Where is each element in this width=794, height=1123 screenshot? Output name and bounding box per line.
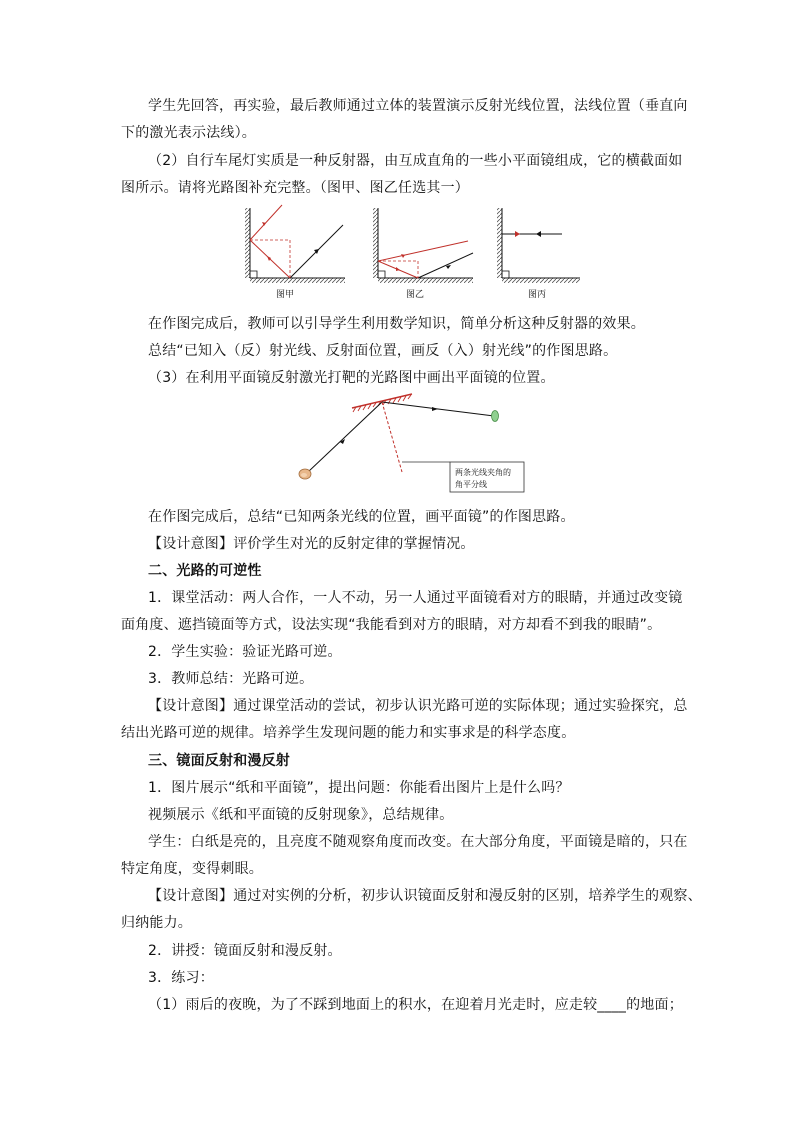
paragraph-text: 【设计意图】通过课堂活动的尝试，初步认识光路可逆的实际体现；通过实验探究，总 xyxy=(148,698,688,714)
paragraph-text: 面角度、遮挡镜面等方式，设法实现“我能看到对方的眼睛，对方却看不到我的眼睛”。 xyxy=(121,617,662,633)
callout-text: 两条光线夹角的 xyxy=(455,468,511,477)
paragraph-text: 图所示。请将光路图补充完整。（图甲、图乙任选其一） xyxy=(121,180,469,196)
paragraph-text: 在作图完成后，总结“已知两条光线的位置，画平面镜”的作图思路。 xyxy=(148,509,575,525)
paragraph-text: 2．讲授：镜面反射和漫反射。 xyxy=(148,943,342,959)
callout-text: 角平分线 xyxy=(455,480,487,489)
paragraph-text: 下的激光表示法线）。 xyxy=(121,125,256,141)
figure-bing xyxy=(492,203,587,303)
section-heading: 三、镜面反射和漫反射 xyxy=(148,753,290,769)
paragraph-text: 1．课堂活动：两人合作，一人不动，另一人通过平面镜看对方的眼睛，并通过改变镜 xyxy=(148,590,683,606)
figure-caption: 图丙 xyxy=(528,290,547,300)
paragraph-text: （3）在利用平面镜反射激光打靶的光路图中画出平面镜的位置。 xyxy=(148,370,555,386)
paragraph-text: 【设计意图】评价学生对光的反射定律的掌握情况。 xyxy=(148,536,475,552)
paragraph-text: （1）雨后的夜晚，为了不踩到地面上的积水，在迎着月光走时，应走较____的地面； xyxy=(148,997,683,1013)
paragraph-text: 学生先回答，再实验，最后教师通过立体的装置演示反射光线位置，法线位置（垂直向 xyxy=(148,98,688,114)
figure-jia xyxy=(240,203,350,303)
paragraph-text: 3．练习： xyxy=(148,970,214,986)
paragraph-text: 【设计意图】通过对实例的分析，初步认识镜面反射和漫反射的区别，培养学生的观察、 xyxy=(148,888,702,904)
paragraph-text: 2．学生实验：验证光路可逆。 xyxy=(148,644,342,660)
paragraph-text: （2）自行车尾灯实质是一种反射器，由互成直角的一些小平面镜组成，它的横截面如 xyxy=(148,153,683,169)
paragraph-text: 特定角度，变得刺眼。 xyxy=(121,861,263,877)
paragraph-text: 在作图完成后，教师可以引导学生利用数学知识，简单分析这种反射器的效果。 xyxy=(148,316,645,332)
figure-laser-target xyxy=(290,392,530,498)
figure-caption: 图甲 xyxy=(276,290,295,300)
section-heading: 二、光路的可逆性 xyxy=(148,563,262,579)
paragraph-text: 归纳能力。 xyxy=(121,915,192,931)
paragraph-text: 3．教师总结：光路可逆。 xyxy=(148,671,314,687)
paragraph-text: 结出光路可逆的规律。培养学生发现问题的能力和实事求是的科学态度。 xyxy=(121,725,576,741)
paragraph-text: 视频展示《纸和平面镜的反射现象》，总结规律。 xyxy=(148,807,454,823)
figure-caption: 图乙 xyxy=(406,290,425,300)
paragraph-text: 学生：白纸是亮的，且亮度不随观察角度而改变。在大部分角度，平面镜是暗的，只在 xyxy=(148,834,688,850)
paragraph-text: 1．图片展示“纸和平面镜”，提出问题：你能看出图片上是什么吗？ xyxy=(148,780,570,796)
figure-yi xyxy=(368,203,480,303)
paragraph-text: 总结“已知入（反）射光线、反射面位置，画反（入）射光线”的作图思路。 xyxy=(148,343,618,359)
